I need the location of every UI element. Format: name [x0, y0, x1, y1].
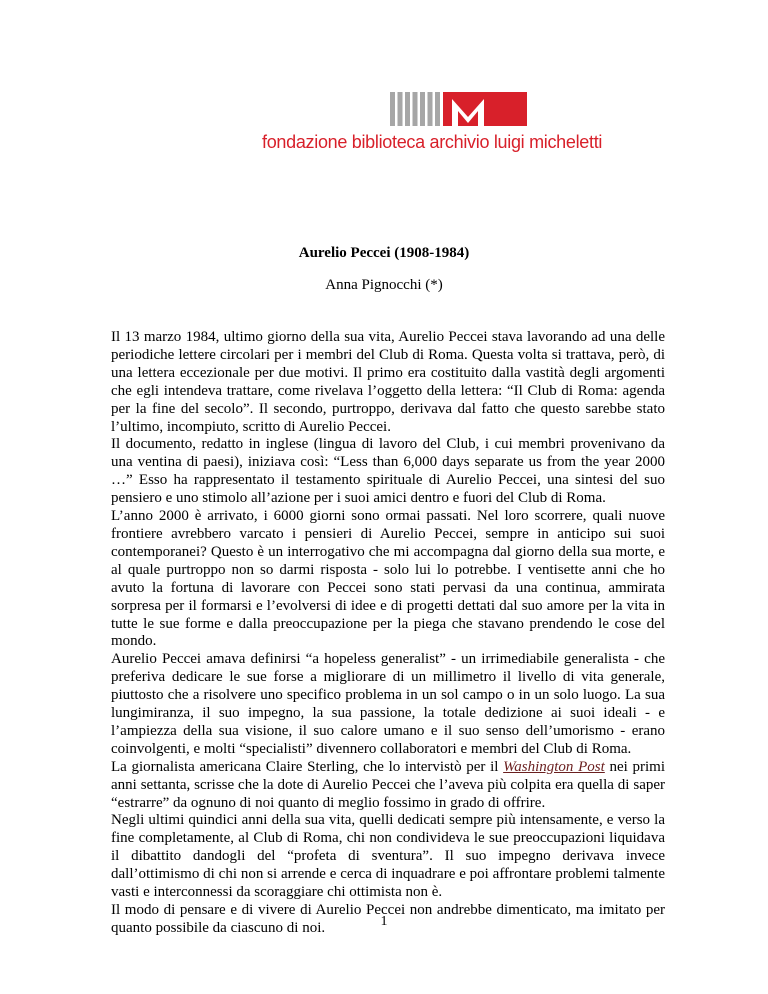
document-title: Aurelio Peccei (1908-1984) [298, 245, 470, 261]
document-author: Anna Pignocchi (*) [325, 277, 443, 293]
paragraph: Negli ultimi quindici anni della sua vita, quelli dedicati sempre più intensamente, e verso la fine completamente, al Club di Roma, chi non condivideva le sue preoccupazioni liquidava il dibattito dandogli del “profeta di sventura”. Il suo impegno derivava invece dall’ottimismo di chi non si arrende e cerca di inquadrare e poi affrontare problemi talmente vasti e interconnessi da scoraggiare chi ottimista non è. [111, 812, 665, 901]
paragraph-text: La giornalista americana Claire Sterling, che lo intervistò per il [111, 758, 504, 775]
document-body [111, 329, 665, 938]
paragraph-text: nei primi anni settanta, scrisse che la dote di Aurelio Peccei che l’aveva più colpita era quella di saper “estrarre” da ognuno di noi quanto di meglio fossimo in grado di offrire. [111, 758, 665, 811]
paragraph: Il documento, redatto in inglese (lingua di lavoro del Club, i cui membri provenivano da una ventina di paesi), iniziava così: “Less than 6,000 days separate us from the year 2000 …” Esso ha rappresentato il testamento spirituale di Aurelio Peccei, una sintesi del suo pensiero e uno stimolo all’azione per i suoi amici dentro e fuori del Club di Roma. [111, 436, 665, 507]
washington-post-link[interactable]: Washington Post [503, 758, 605, 775]
foundation-logo-mark [390, 92, 527, 126]
paragraph: Il modo di pensare e di vivere di Aurelio Peccei non andrebbe dimenticato, ma imitato per quanto possibile da ciascuno di noi. [111, 902, 665, 936]
paragraph: L’anno 2000 è arrivato, i 6000 giorni sono ormai passati. Nel loro scorrere, quali nuove frontiere avrebbero varcato i pensieri di Aurelio Peccei, sempre in anticipo sui suoi contemporanei? Questo è un interrogativo che mi accompagna dal giorno della sua morte, e al quale purtroppo non so darmi risposta - solo lui lo potrebbe. I ventisette anni che ho avuto la fortuna di lavorare con Peccei sono stati pervasi da una continua, ammirata sorpresa per il formarsi e l’evolversi di idee e di progetti dettati dal suo amore per la vita in tutte le sue forme e dalla preoccupazione per la piega che stavano prendendo le cose del mondo. [111, 508, 665, 650]
paragraph [111, 759, 665, 813]
foundation-logo-text: fondazione biblioteca archivio luigi micheletti [262, 132, 603, 152]
paragraph: Il 13 marzo 1984, ultimo giorno della sua vita, Aurelio Peccei stava lavorando ad una delle periodiche lettere circolari per i membri del Club di Roma. Questa volta si trattava, però, di una lettera eccezionale per due motivi. Il primo era costituito dalla vastità degli argomenti che egli intendeva trattare, come rivelava l’oggetto della lettera: “Il Club di Roma: agenda per la fine del secolo”. Il secondo, purtroppo, derivava dal fatto che questo sarebbe stato l’ultimo, incompiuto, scritto di Aurelio Peccei. [111, 329, 665, 435]
paragraph: Aurelio Peccei amava definirsi “a hopeless generalist” - un irrimediabile generalista - che preferiva dedicare le sue forse a migliorare di un millimetro il livello di vita generale, piuttosto che a risolvere uno specifico problema in un sol campo o in un solo luogo. La sua lungimiranza, il suo impegno, la sua passione, la totale dedizione ai suoi ideali - e l’ampiezza della sua visione, il suo calore umano e il suo senso dell’umorismo - erano coinvolgenti, e molti “specialisti” divennero collaboratori e membri del Club di Roma. [111, 651, 665, 757]
page-number: 1 [380, 914, 388, 929]
